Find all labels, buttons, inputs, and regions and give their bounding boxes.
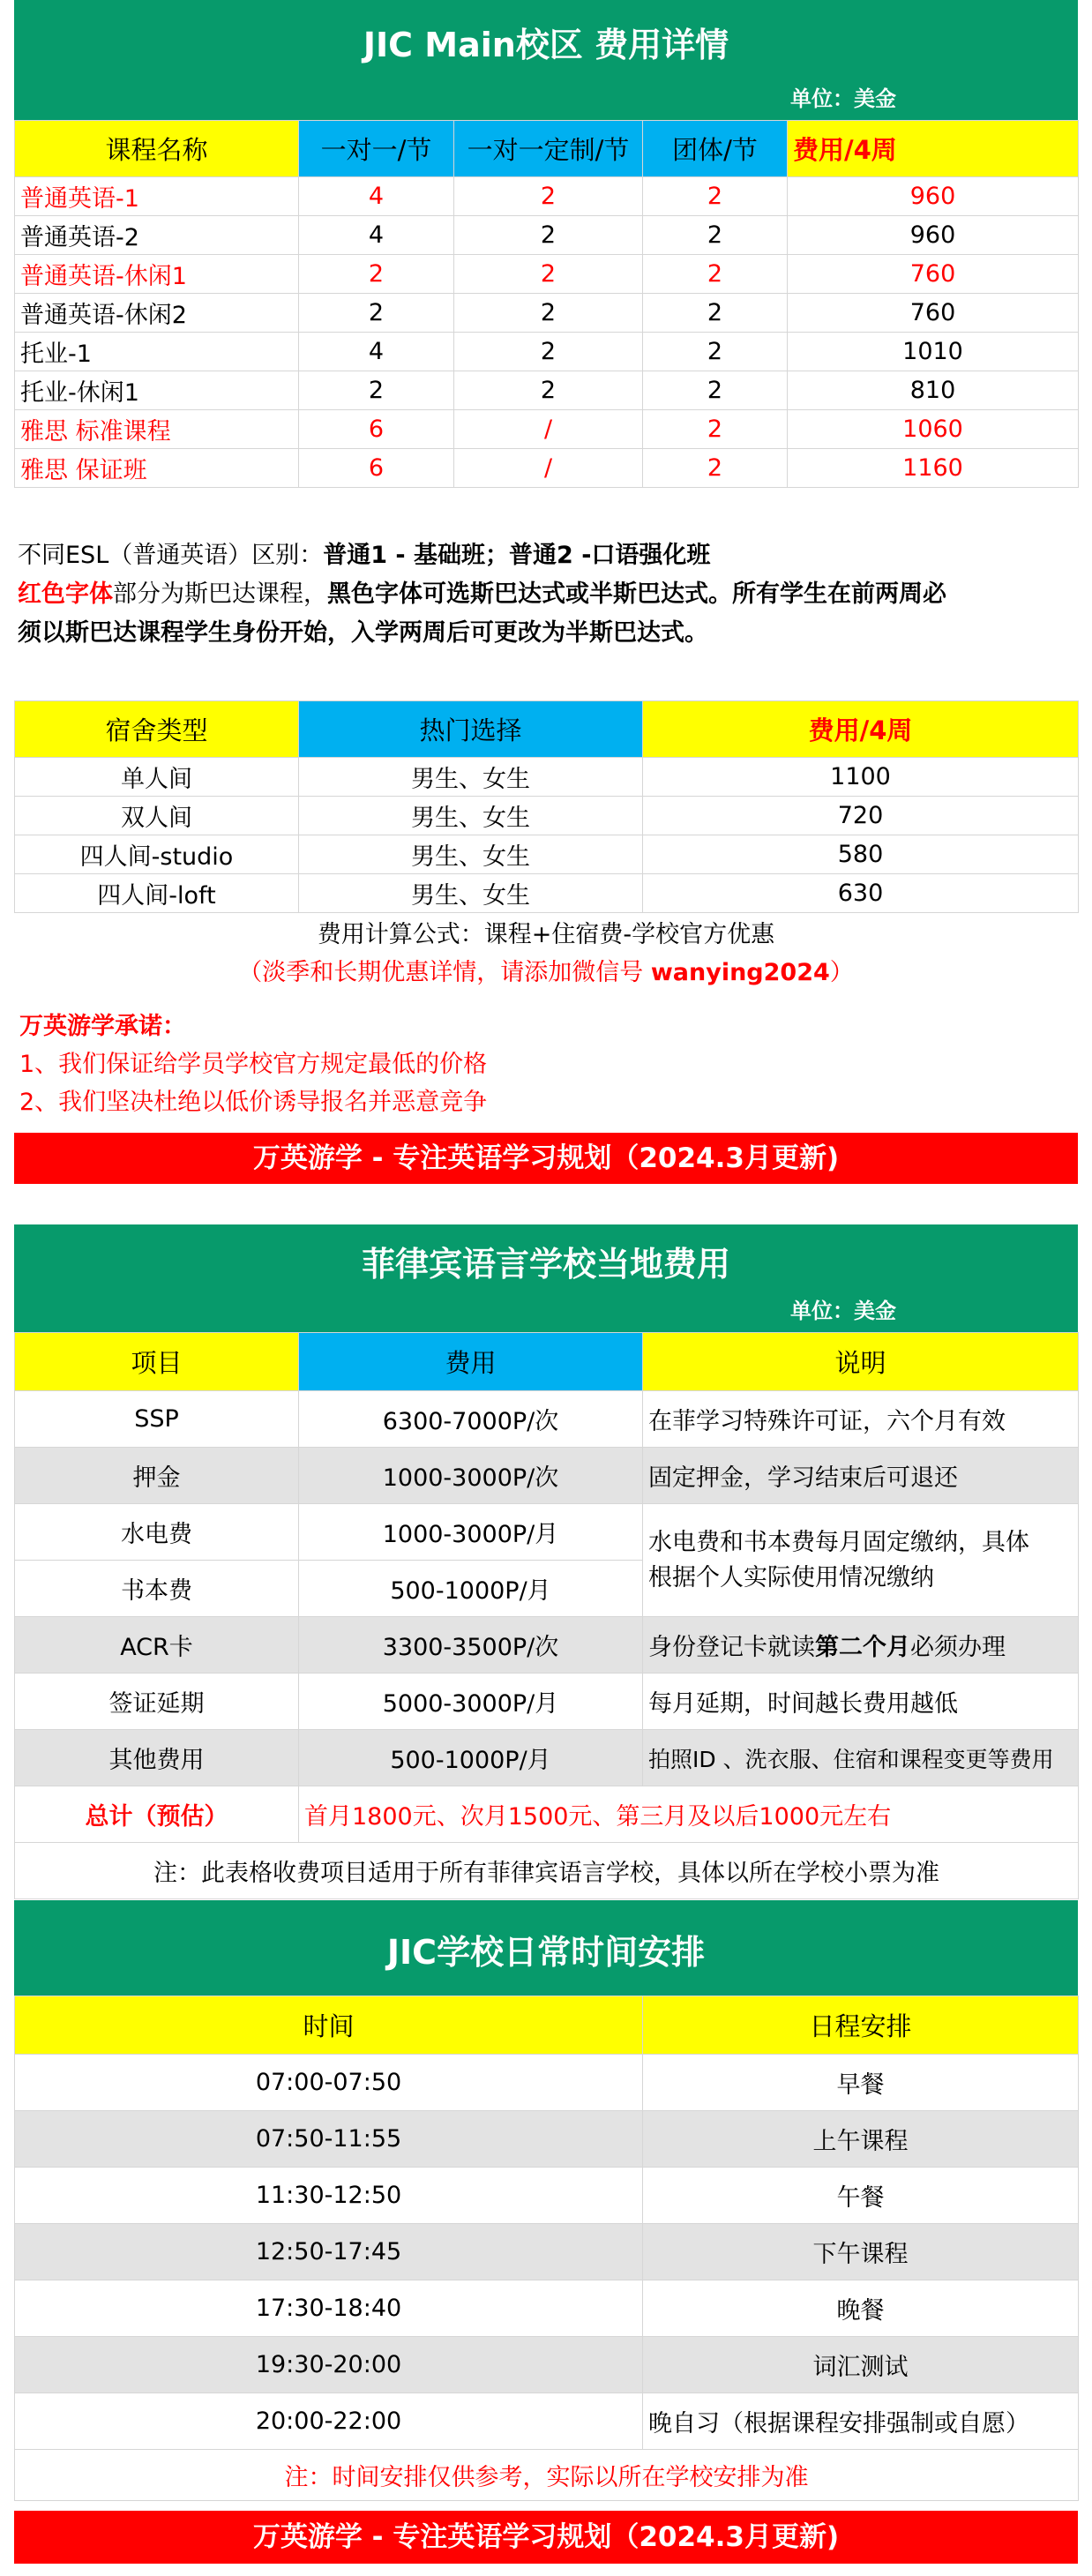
schedule-time: 20:00-22:00 [15,2393,643,2450]
dorm-choice: 男生、女生 [299,835,643,874]
dorm-type: 四人间-studio [15,835,299,874]
local-fee-row [15,1674,1079,1730]
course-row [15,449,1079,488]
total-label: 总计（预估） [15,1786,299,1843]
course-custom: 2 [454,333,643,371]
dorm-row [15,874,1079,913]
local-fee: 1000-3000P/次 [299,1448,643,1504]
course-group: 2 [643,177,788,216]
section2-header [14,1224,1078,1332]
wechat-id: wanying2024 [650,959,830,986]
schedule-row [15,2168,1079,2224]
course-header-group: 团体/节 [643,121,788,177]
promise-title: 万英游学承诺： [19,1013,186,1040]
local-desc: 在菲学习特殊许可证，六个月有效 [643,1391,1079,1448]
local-fee-row [15,1617,1079,1674]
schedule-header-time: 时间 [15,1996,643,2055]
dorm-row [15,835,1079,874]
section2-unit: 单位：美金 [790,1299,896,1323]
discount-text-a: （淡季和长期优惠详情，请添加微信号 [238,959,651,986]
course-name: 托业-1 [15,333,299,371]
course-group: 2 [643,255,788,294]
course-name: 普通英语-休闲2 [15,294,299,333]
promise-item-2: 2、我们坚决杜绝以低价诱导报名并恶意竞争 [19,1089,488,1116]
local-item: SSP [15,1391,299,1448]
section1-header [14,0,1078,120]
schedule-plan: 晚餐 [643,2280,1079,2337]
course-name: 托业-休闲1 [15,371,299,410]
schedule-row [15,2111,1079,2168]
local-fee-row [15,1504,1079,1561]
schedule-time: 11:30-12:50 [15,2168,643,2224]
course-header-name: 课程名称 [15,121,299,177]
local-item: 书本费 [15,1561,299,1617]
local-item: 其他费用 [15,1730,299,1786]
esl-difference-note [18,538,710,573]
dorm-fee: 1100 [643,758,1079,797]
course-fee: 960 [788,177,1079,216]
local-fee-row [15,1391,1079,1448]
schedule-plan: 午餐 [643,2168,1079,2224]
schedule-header [15,1996,1079,2055]
schedule-time: 19:30-20:00 [15,2337,643,2393]
course-table [14,120,1079,488]
course-fee: 810 [788,371,1079,410]
spartan-note [18,577,1076,612]
course-group: 2 [643,216,788,255]
course-name: 雅思 保证班 [15,449,299,488]
course-row [15,294,1079,333]
course-one-on-one: 6 [299,410,454,449]
schedule-time: 07:50-11:55 [15,2111,643,2168]
schedule-row [15,2280,1079,2337]
acr-desc-b: 第二个月 [815,1634,910,1661]
local-header-item: 项目 [15,1333,299,1391]
local-fee: 1000-3000P/月 [299,1504,643,1561]
promise-item-1: 1、我们保证给学员学校官方规定最低的价格 [19,1051,488,1078]
acr-desc-c: 必须办理 [910,1634,1006,1661]
esl-note-levels: 普通1 - 基础班；普通2 -口语强化班 [323,542,711,569]
course-fee: 760 [788,255,1079,294]
section1-title: JIC Main校区 费用详情 [363,26,729,64]
dorm-header-type: 宿舍类型 [15,701,299,758]
discount-note [14,955,1078,991]
schedule-row [15,2224,1079,2280]
course-one-on-one: 2 [299,255,454,294]
course-one-on-one: 4 [299,177,454,216]
merged-desc-line2: 根据个人实际使用情况缴纳 [648,1563,934,1591]
local-desc: 拍照ID 、洗衣服、住宿和课程变更等费用 [643,1730,1079,1786]
section3-title: JIC学校日常时间安排 [386,1933,706,1972]
dorm-type: 单人间 [15,758,299,797]
local-fee: 500-1000P/月 [299,1561,643,1617]
course-one-on-one: 2 [299,371,454,410]
dorm-table-header [15,701,1079,758]
course-header-one: 一对一/节 [299,121,454,177]
course-row [15,410,1079,449]
course-fee: 1060 [788,410,1079,449]
course-group: 2 [643,333,788,371]
local-item: 签证延期 [15,1674,299,1730]
brand-banner-2: 万英游学 - 专注英语学习规划（2024.3月更新) [14,2511,1078,2564]
dorm-header-choice: 热门选择 [299,701,643,758]
course-row [15,216,1079,255]
schedule-row [15,2393,1079,2450]
course-custom: 2 [454,177,643,216]
spartan-note-text2: 可选斯巴达式或半斯巴达式。 [423,580,732,608]
fee-formula: 费用计算公式：课程+住宿费-学校官方优惠 [317,921,775,948]
course-name: 普通英语-休闲1 [15,255,299,294]
course-table-header [15,121,1079,177]
schedule-table [14,1996,1079,2501]
local-fee-row [15,1730,1079,1786]
local-header-desc: 说明 [643,1333,1079,1391]
schedule-plan: 晚自习（根据课程安排强制或自愿） [643,2393,1079,2450]
course-header-fee: 费用/4周 [788,121,1079,177]
dorm-fee: 580 [643,835,1079,874]
schedule-plan: 早餐 [643,2055,1079,2111]
merged-desc-line1: 水电费和书本费每月固定缴纳，具体 [648,1528,1029,1556]
dorm-fee: 720 [643,797,1079,835]
dorm-header-fee: 费用/4周 [643,701,1079,758]
esl-note-label: 不同ESL（普通英语）区别： [18,542,324,569]
course-row [15,177,1079,216]
schedule-time: 07:00-07:50 [15,2055,643,2111]
dorm-type: 四人间-loft [15,874,299,913]
course-fee: 1010 [788,333,1079,371]
schedule-footnote-row [15,2450,1079,2501]
spartan-note-text3: 所有学生在前两周必 [732,580,946,608]
discount-text-c: ） [829,959,854,986]
course-name: 雅思 标准课程 [15,410,299,449]
spartan-note-line3: 须以斯巴达课程学生身份开始，入学两周后可更改为半斯巴达式。 [18,619,708,647]
course-group: 2 [643,294,788,333]
course-one-on-one: 4 [299,333,454,371]
schedule-plan: 下午课程 [643,2224,1079,2280]
schedule-plan: 词汇测试 [643,2337,1079,2393]
local-item: ACR卡 [15,1617,299,1674]
local-header-fee: 费用 [299,1333,643,1391]
local-fee-header [15,1333,1079,1391]
dorm-row [15,758,1079,797]
course-row [15,371,1079,410]
local-footnote: 注：此表格收费项目适用于所有菲律宾语言学校，具体以所在学校小票为准 [15,1843,1079,1899]
dorm-choice: 男生、女生 [299,874,643,913]
local-fee: 6300-7000P/次 [299,1391,643,1448]
schedule-header-plan: 日程安排 [643,1996,1079,2055]
acr-desc-a: 身份登记卡就读 [648,1634,815,1661]
course-custom: / [454,410,643,449]
local-fee: 500-1000P/月 [299,1730,643,1786]
course-name: 普通英语-1 [15,177,299,216]
course-name: 普通英语-2 [15,216,299,255]
black-font-label: 黑色字体 [327,580,423,608]
course-group: 2 [643,449,788,488]
course-custom: 2 [454,294,643,333]
local-fee: 5000-3000P/月 [299,1674,643,1730]
section3-header [14,1900,1078,1996]
section1-unit: 单位：美金 [790,86,896,111]
local-fee-table [14,1332,1079,1899]
section2-title: 菲律宾语言学校当地费用 [361,1245,730,1284]
course-custom: 2 [454,255,643,294]
total-value: 首月1800元、次月1500元、第三月及以后1000元左右 [299,1786,1079,1843]
dorm-choice: 男生、女生 [299,797,643,835]
local-desc: 每月延期，时间越长费用越低 [643,1674,1079,1730]
brand-banner-1: 万英游学 - 专注英语学习规划（2024.3月更新) [14,1133,1078,1184]
dorm-row [15,797,1079,835]
course-row [15,255,1079,294]
course-group: 2 [643,410,788,449]
dorm-choice: 男生、女生 [299,758,643,797]
total-row [15,1786,1079,1843]
dorm-table [14,700,1079,913]
dorm-fee: 630 [643,874,1079,913]
course-row [15,333,1079,371]
course-custom: 2 [454,216,643,255]
local-item: 押金 [15,1448,299,1504]
schedule-plan: 上午课程 [643,2111,1079,2168]
local-fee-row [15,1448,1079,1504]
local-item: 水电费 [15,1504,299,1561]
schedule-footnote: 注：时间安排仅供参考，实际以所在学校安排为准 [15,2450,1079,2501]
course-group: 2 [643,371,788,410]
spartan-note-text1: 部分为斯巴达课程， [113,580,327,608]
dorm-type: 双人间 [15,797,299,835]
schedule-row [15,2337,1079,2393]
course-custom: / [454,449,643,488]
red-font-label: 红色字体 [18,580,113,608]
schedule-time: 12:50-17:45 [15,2224,643,2280]
schedule-row [15,2055,1079,2111]
course-one-on-one: 4 [299,216,454,255]
schedule-time: 17:30-18:40 [15,2280,643,2337]
course-one-on-one: 2 [299,294,454,333]
course-custom: 2 [454,371,643,410]
course-fee: 760 [788,294,1079,333]
local-desc: 固定押金，学习结束后可退还 [643,1448,1079,1504]
local-footnote-row [15,1843,1079,1899]
course-fee: 960 [788,216,1079,255]
course-fee: 1160 [788,449,1079,488]
course-header-custom: 一对一定制/节 [454,121,643,177]
local-desc [643,1617,1079,1674]
local-fee: 3300-3500P/次 [299,1617,643,1674]
local-desc-merged [643,1504,1079,1617]
course-one-on-one: 6 [299,449,454,488]
